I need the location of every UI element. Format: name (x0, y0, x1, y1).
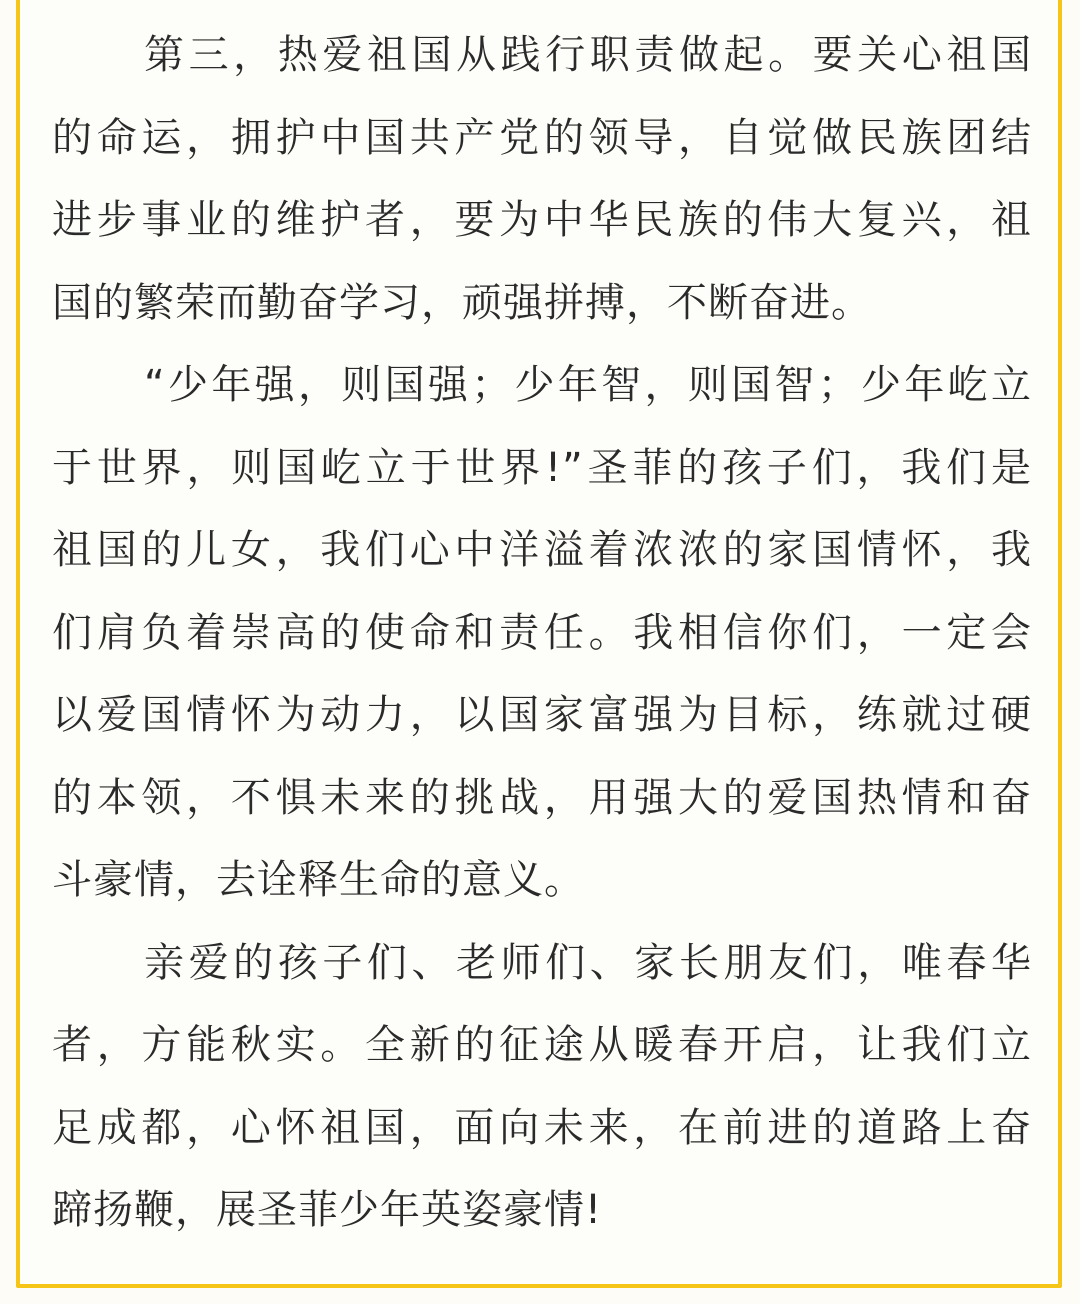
text-line: 足成都，心怀祖国，面向未来，在前进的道路上奋 (52, 1104, 1032, 1151)
text-line: 于世界，则国屹立于世界!”圣菲的孩子们，我们是 (52, 444, 1032, 491)
text-line: 的命运，拥护中国共产党的领导，自觉做民族团结 (52, 114, 1032, 161)
article-body (52, 14, 1032, 1252)
text-line: 者，方能秋实。全新的征途从暖春开启，让我们立 (52, 1022, 1032, 1068)
text-line: 亲爱的孩子们、老师们、家长朋友们，唯春华 (144, 939, 1032, 986)
text-line: 的本领，不惧未来的挑战，用强大的爱国热情和奋 (52, 774, 1032, 821)
text-line: 以爱国情怀为动力，以国家富强为目标，练就过硬 (52, 692, 1032, 738)
text-line: “少年强，则国强；少年智，则国智；少年屹立 (144, 362, 1032, 408)
text-line: 斗豪情，去诠释生命的意义。 (52, 857, 585, 903)
text-line: 祖国的儿女，我们心中洋溢着浓浓的家国情怀，我 (52, 527, 1032, 573)
text-line: 进步事业的维护者，要为中华民族的伟大复兴，祖 (52, 197, 1032, 243)
text-line: 蹄扬鞭，展圣菲少年英姿豪情! (52, 1187, 603, 1233)
text-line: 第三，热爱祖国从践行职责做起。要关心祖国 (144, 32, 1032, 78)
text-line: 们肩负着崇高的使命和责任。我相信你们，一定会 (52, 609, 1032, 656)
text-line: 国的繁荣而勤奋学习，顽强拼搏，不断奋进。 (52, 279, 872, 326)
